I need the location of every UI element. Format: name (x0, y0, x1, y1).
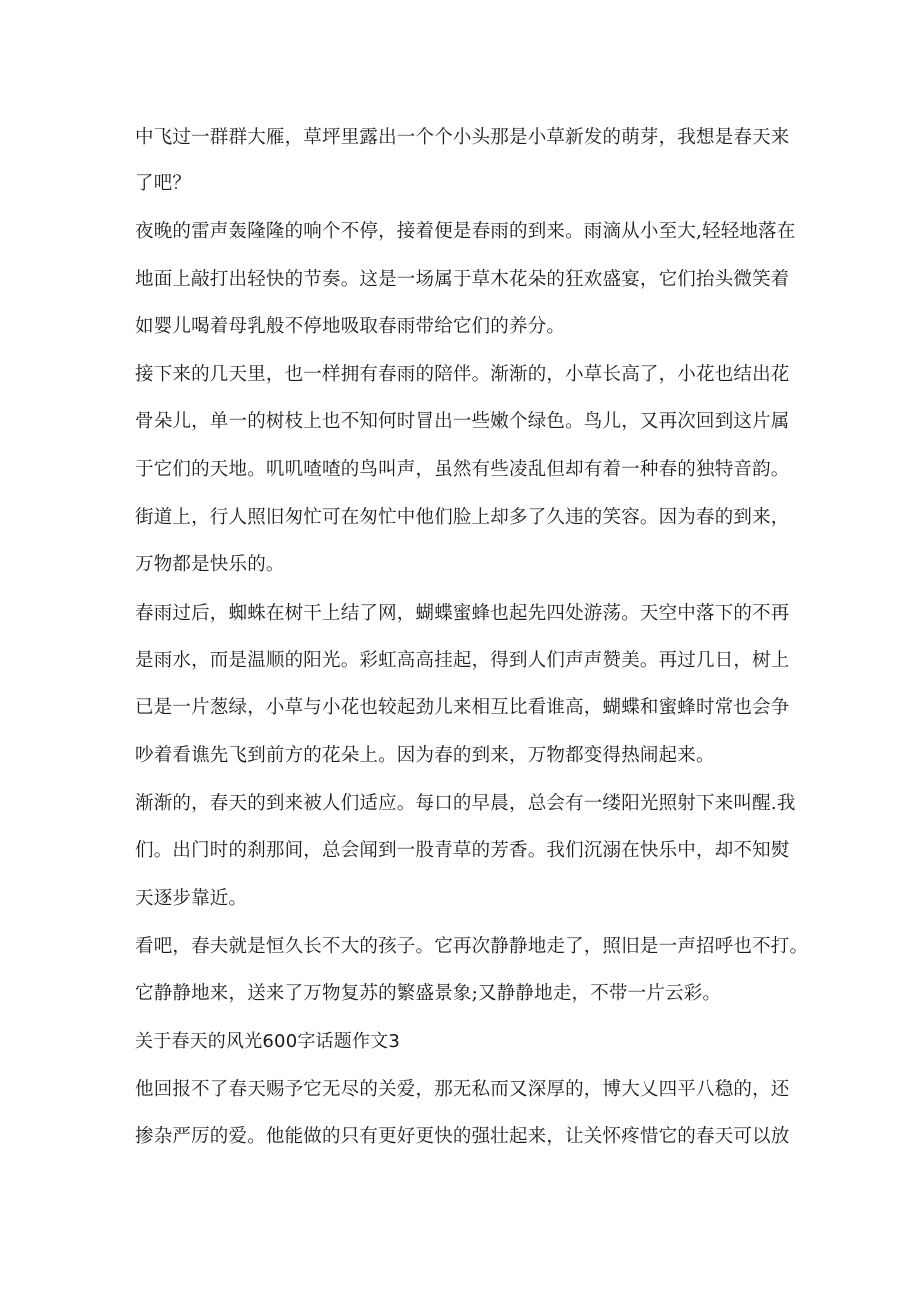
text-line: 是雨水，而是温顺的阳光。彩虹高高挂起，得到人们声声赞美。再过几日，树上 (135, 650, 790, 671)
text-line: 天逐步靠近。 (135, 888, 248, 909)
section-heading: 关于春天的风光600字话题作文3 (135, 1031, 401, 1052)
text-line: 如婴儿喝着母乳般不停地吸取春雨带给它们的养分。 (135, 316, 566, 337)
text-line: 街道上，行人照旧匆忙可在匆忙中他们脸上却多了久违的笑容。因为春的到来， (135, 507, 790, 528)
text-line: 掺杂严厉的爱。他能做的只有更好更快的强壮起来，让关怀疼惜它的春天可以放 (135, 1126, 790, 1147)
text-line: 它静静地来，送来了万物复苏的繁盛景象;又静静地走，不带一片云彩。 (135, 983, 722, 1004)
text-line: 地面上敲打出轻快的节奏。这是一场属于草木花朵的狂欢盛宴，它们抬头微笑着 (135, 269, 790, 290)
text-line: 渐渐的，春天的到来被人们适应。每口的早晨，总会有一缕阳光照射下来叫醒.我 (135, 793, 796, 814)
text-line: 夜晚的雷声轰隆隆的响个不停，接着便是春雨的到来。雨滴从小至大,轻轻地落在 (135, 221, 796, 242)
text-line: 骨朵儿，单一的树枝上也不知何时冒出一些嫩个绿色。鸟儿，又再次回到这片属 (135, 411, 790, 432)
text-line: 了吧？ (135, 173, 192, 194)
text-line: 接下来的几天里，也一样拥有春雨的陪伴。渐渐的，小草长高了，小花也结出花 (135, 364, 790, 385)
text-line: 中飞过一群群大雁，草坪里露出一个个小头那是小草新发的萌芽，我想是春天来 (135, 127, 790, 148)
text-line: 们。出门时的刹那间，总会闻到一股青草的芳香。我们沉溺在快乐中，却不知熨 (135, 840, 790, 861)
text-line: 看吧，春夫就是恒久长不大的孩子。它再次静静地走了，照旧是一声招呼也不打。 (135, 936, 809, 957)
text-line: 于它们的天地。叽叽喳喳的鸟叫声，虽然有些凌乱但却有着一种春的独特音韵。 (135, 459, 790, 480)
text-line: 万物都是快乐的。 (135, 554, 285, 575)
text-line: 他回报不了春天赐予它无尽的关爱，那无私而又深厚的，博大乂四平八稳的，还 (135, 1079, 790, 1100)
text-line: 已是一片葱绿，小草与小花也较起劲儿来相互比看谁高，蝴蝶和蜜蜂时常也会争 (135, 697, 790, 718)
text-line: 吵着看谯先飞到前方的花朵上。因为春的到来，万物都变得热闹起来。 (135, 745, 715, 766)
text-line: 春雨过后，蜘蛛在树干上结了网，蝴蝶蜜蜂也起先四处游荡。天空中落下的不再 (135, 603, 790, 624)
